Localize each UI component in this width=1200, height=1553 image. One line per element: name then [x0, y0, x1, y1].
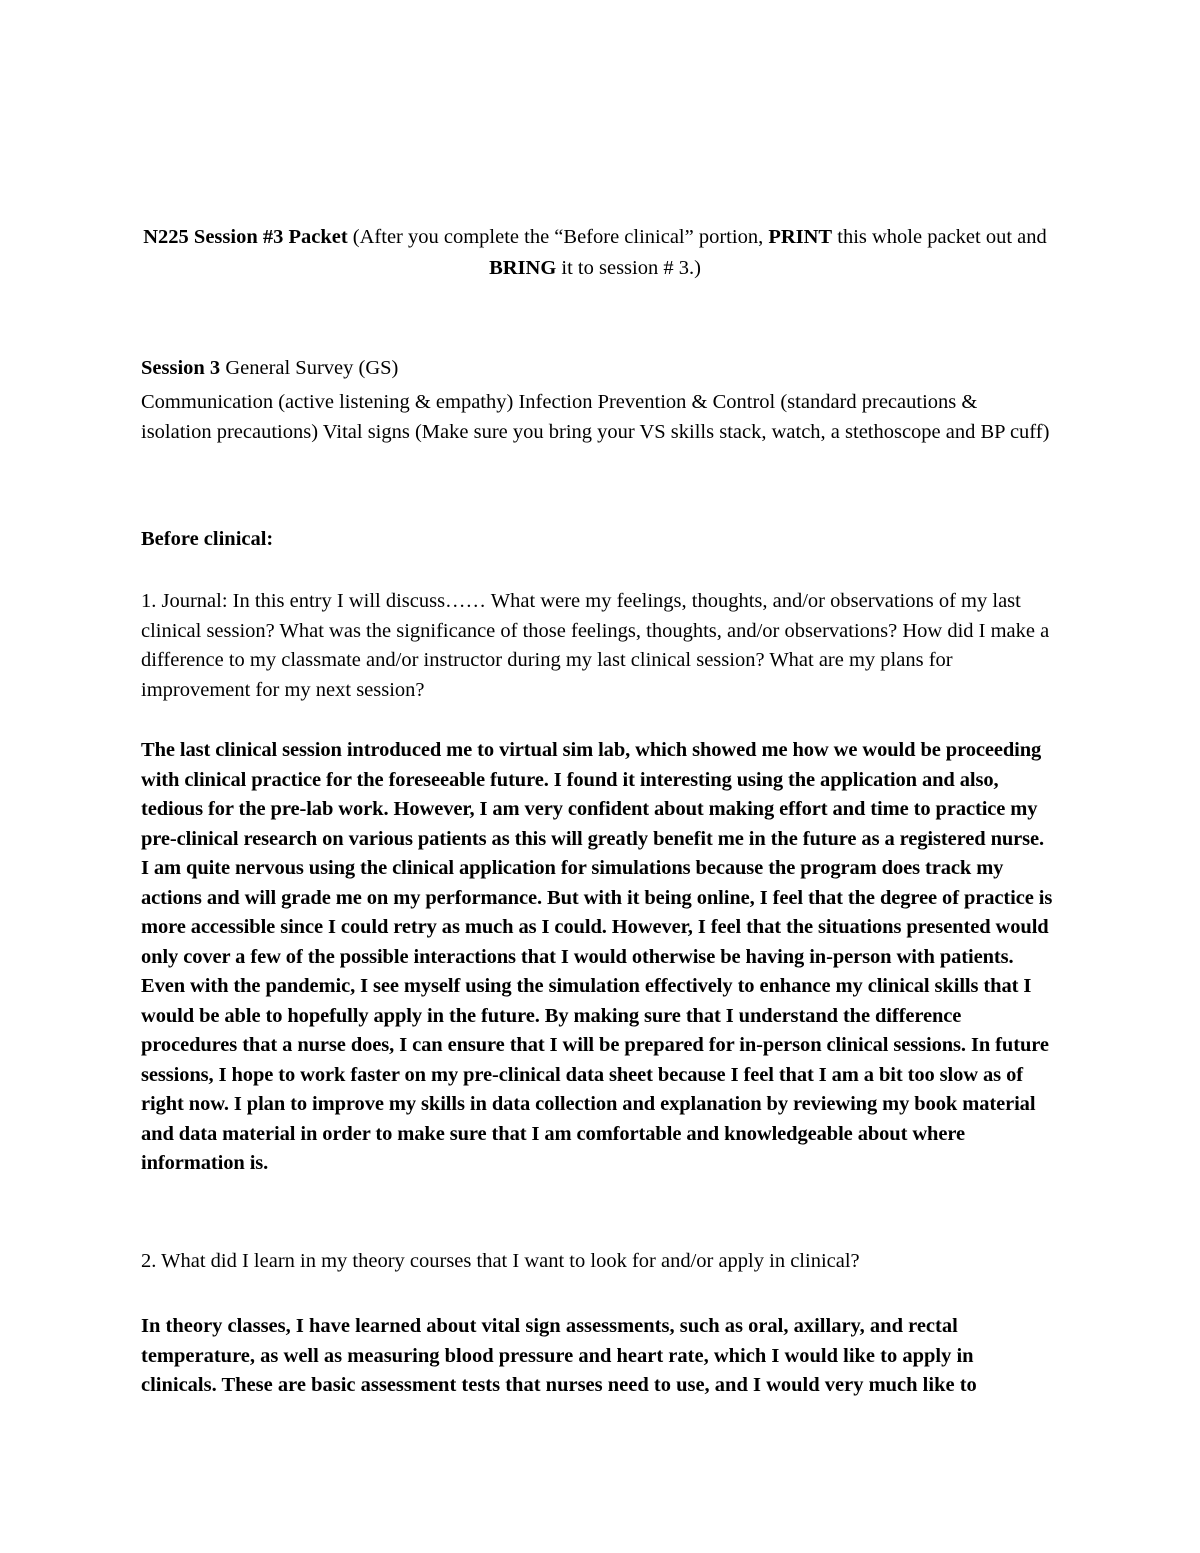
title-instruction-part2: this whole packet out and	[832, 226, 1047, 248]
print-keyword: PRINT	[768, 226, 833, 248]
title-instruction-part1: (After you complete the “Before clinical” portion,	[347, 226, 769, 248]
general-survey-title: General Survey (GS)	[220, 357, 399, 379]
packet-title	[140, 222, 1050, 284]
general-survey-heading	[141, 354, 1053, 384]
before-clinical-heading: Before clinical:	[141, 528, 274, 550]
question-2-answer: In theory classes, I have learned about vital sign assessments, such as oral, axillary, and rectal temperature, as well as measuring blood pressure and heart rate, which I would like to apply in clinicals. These are basic assessment tests that nurses need to use, and I would very much like to	[141, 1315, 977, 1396]
title-instruction-part3: it to session # 3.)	[556, 257, 701, 279]
question-1-prompt: 1. Journal: In this entry I will discuss…… What were my feelings, thoughts, and/or observations of my last clinical session? What was the significance of those feelings, thoughts, and/or observations? How did I make a difference to my classmate and/or instructor during my last clinical session? What are my plans for improvement for my next session?	[141, 590, 1050, 701]
session-label: Session 3	[141, 357, 221, 379]
question-1-answer: The last clinical session introduced me to virtual sim lab, which showed me how we would be proceeding with clinical practice for the foreseeable future. I found it interesting using the application and also, tedious for the pre-lab work. However, I am very confident about making effort and time to practice my pre-clinical research on various patients as this will greatly benefit me in the future as a registered nurse. I am quite nervous using the clinical application for simulations because the program does track my actions and will grade me on my performance. But with it being online, I feel that the degree of practice is more accessible since I could retry as much as I could. However, I feel that the situations presented would only cover a few of the possible interactions that I would otherwise be having in-person with patients. Even with the pandemic, I see myself using the simulation effectively to enhance my clinical skills that I would be able to hopefully apply in the future. By making sure that I understand the difference procedures that a nurse does, I can ensure that I will be prepared for in-person clinical sessions. In future sessions, I hope to work faster on my pre-clinical data sheet because I feel that I am a bit too slow as of right now. I plan to improve my skills in data collection and explanation by reviewing my book material and data material in order to make sure that I am comfortable and knowledgeable about where information is.	[141, 739, 1053, 1174]
survey-topics: Communication (active listening & empathy) Infection Prevention & Control (standard precautions & isolation precautions) Vital signs (Make sure you bring your VS skills stack, watch, a stethoscope and BP cuff)	[141, 391, 1050, 443]
course-session-label: N225 Session #3 Packet	[143, 226, 348, 248]
bring-keyword: BRING	[489, 257, 557, 279]
question-2-prompt: 2. What did I learn in my theory courses that I want to look for and/or apply in clinical?	[141, 1250, 860, 1272]
